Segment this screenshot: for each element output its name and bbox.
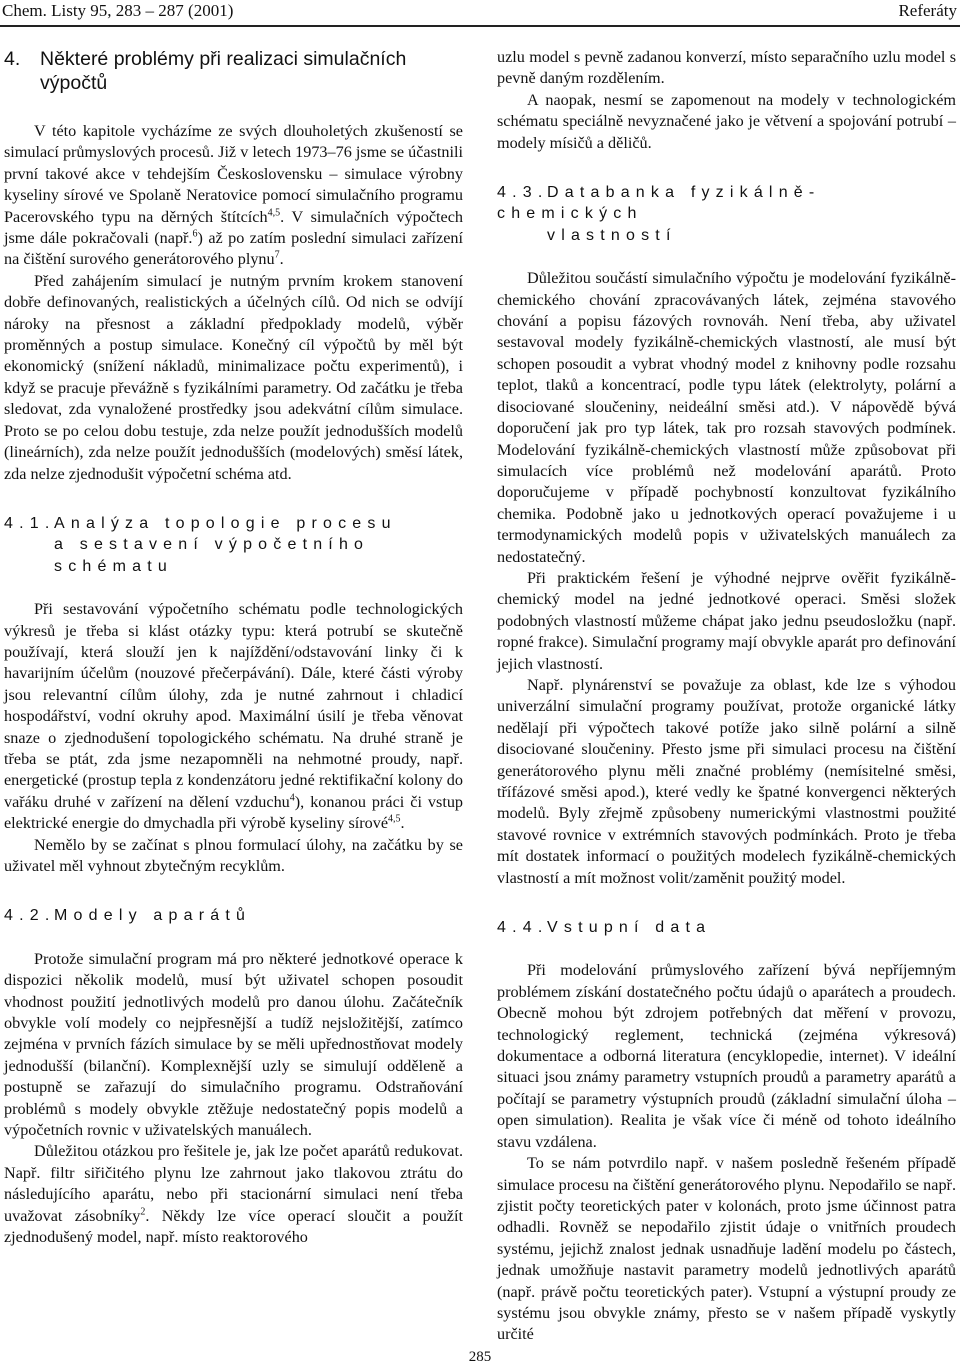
chapter-title-line2: výpočtů: [40, 72, 108, 94]
chapter-number: 4.: [4, 48, 21, 70]
section-label: Referáty: [898, 1, 957, 20]
citation: 4: [289, 792, 295, 804]
page-number: 285: [468, 1349, 492, 1365]
paragraph: Důležitou otázkou pro řešitele je, jak lze počet aparátů redukovat. Např. filtr siřičitého plynu lze zahrnout jako tlakovou ztrátu do následujícího aparátu, nebo při stacionární simulaci není třeba uvažovat zásobníky$^2$. Někdy lze více operací sloučit a použít zjednodušený model, např. místo reaktorového: [4, 1142, 463, 1247]
left-column: [4, 47, 463, 1249]
paragraph: uzlu model s pevně zadanou konverzí, místo separačního uzlu model s pevně daným rozdělením.: [497, 48, 956, 88]
paragraph: A naopak, nesmí se zapomenout na modely v technologickém schématu speciálně nevyznačené jako je větvení a spojování potrubí – modely mísičů a děličů.: [497, 90, 956, 152]
section-heading-4-3: 4.3.Databanka fyzikálně-chemických vlastností: [497, 184, 821, 244]
paragraph: Protože simulační program má pro některé jednotkové operace k dispozici několik modelů, musí být uživatel schopen posoudit vhodnost použití jednotlivých modelů pro danou úlohu. Začátečník obvykle volí modely co nejpřesnější a tudíž nejsložitější, zatímco zejména v prvních fázích simulace by se měli upřednostňovat modely jednodušší (bilanční). Komplexnější uzly se simulují odděleně a postupně se zařazují do simulačního programu. Odstraňování problémů s modely obvykle ztěžuje nedostatečný popis modelů a výpočetních rovnic v uživatelských manuálech.: [4, 949, 463, 1140]
paragraph: Např. plynárenství se považuje za oblast, kde lze s výhodou univerzální simulační programy používat, protože organické látky nedělají při výpočtech takové potíže jako silně polární a silně disociované sloučeniny. Přesto jsme při simulaci procesu na čištění generátorového plynu měli značné problémy (nemísitelné směsi, třífázové směsi apod.), které vedly ke špatné konvergenci některých modelů. Byly zřejmě způsobeny numerickými vlastnostmi použité stavové rovnice v extrémních stavových podmínkách. Proto je třeba mít dostatek informací o použitých modelech fyzikálně-chemických vlastností a mít možnost volit/zaměnit použitý model.: [497, 675, 956, 887]
chapter-heading: [4, 47, 463, 95]
citation: 2: [140, 1206, 146, 1218]
section-heading-4-1: 4.1.Analýza topologie procesu a sestavení výpočetního schématu: [4, 514, 397, 575]
paragraph: Při sestavování výpočetního schématu podle technologických výkresů je třeba si klást otázky typu: která potrubí se skutečně používají, která slouží jen k najíždění/odstavování linky či k havarijním účelům (nouzové přečerpávání). Dále, které části výroby jsou relevantní cílům úlohy, zda je nutné zahrnout i chladicí hospodářství, vodní okruhy apod. Maximální úsilí je třeba věnovat snaze o zjednodušení topologického schématu. Na druhé straně je třeba se ptát, zda jsme nezapomněli na nehmotné proudy, např. energetické (prostup tepla z kondenzátoru jedné rektifikační kolony do vařáku druhé v zařízení na dělení vzduchu$^4$), konanou práci či vstup elektrické energie do dmychadla při výrobě kyseliny sírové$^{4,5}$.: [4, 600, 464, 833]
section-heading-4-4: 4.4.Vstupní data: [497, 919, 712, 937]
citation: 7: [274, 250, 280, 262]
header-rule: [0, 25, 960, 27]
journal-citation: Chem. Listy 95, 283 – 287 (2001): [2, 1, 234, 20]
paragraph: Před zahájením simulací je nutným prvním krokem stanovení dobře definovaných, realistických a účelných cílů. Od nich se odvíjí nároky na přesnost a základní předpoklady modelů, výběr proměnných a postup simulace. Konečný cíl výpočtů by měl být ekonomický (snížení nákladů, minimalizace počtu experimentů), i když se pracuje převážně s fyzikálními parametry. Od začátku je třeba sledovat, zda vynaložené prostředky jsou adekvátní cílům simulace. Proto se po celou dobu testuje, zda nelze použít jednodušších modelů (lineárních), zda nelze použít jednodušších (modelových) směsí látek, zda nelze zjednodušit výpočetní schéma atd.: [4, 271, 463, 483]
paragraph: To se nám potvrdilo např. v našem posledně řešeném případě simulace procesu na čištění generátorového plynu. Nepodařilo se např. zjistit počty teoretických pater v kolonách, proto jsme účinnost patra odhadli. Rovněž se nepodařilo zjistit údaje o vnitřních proudech systému, jejichž znalost jednak usnadňuje ladění modelu po částech, jednak umožňuje nastavit parametry modelů jednotlivých aparátů (např. právě počtu teoretických pater). Vstupní a výstupní proudy ze systému jsou obvykle známy, přesto se v našem případě vyskytly určité: [497, 1154, 956, 1344]
paragraph: Důležitou součástí simulačního výpočtu je modelování fyzikálně-chemického chování zpracovávaných látek, zejména stavového chování a popisu fázových rovnováh. Není třeba, aby uživatel sestavoval modely fyzikálně-chemických vlastností, ale musí být schopen posoudit a vybrat vhodný model z knihovny podle rozsahu teplot, tlaků a koncentrací, podle typu látek (elektrolyty, polární a disociované sloučeniny, neideální směsi atd.). V nápovědě bývá doporučení jak pro typ látek, tak pro rozsah stavových podmínek. Modelování fyzikálně-chemických vlastností může způsobovat při simulacích více problémů než modelování aparátů. Proto doporučujeme v případě pochybností konzultovat fyzikálního chemika. Podobně jako u jednotkových operací považujeme i u termodynamických modelů popis v uživatelských manuálech za nedostatečný.: [497, 269, 956, 566]
paragraph: Při praktickém řešení je výhodné nejprve ověřit fyzikálně-chemický model na jedné jednotkové operaci. Směsi složek podobných vlastností můžeme chápat jako jednu pseudosložku (např. ropné frakce). Simulační programy mají obvykle aparát pro definování jejich vlastností.: [497, 568, 956, 673]
paragraph: V této kapitole vycházíme ze svých dlouholetých zkušeností se simulací průmyslových procesů. Již v letech 1973–76 jsme se účastnili první takové akce v tehdejším Československu – simulace výrobny kyseliny sírové ve Spolaně Neratovice pomocí simulačního programu Pacerovského typu na děrných štítcích$^{4,5}$. V simulačních výpočtech jsme dále pokračovali (např.$^6$) až po zatím poslední simulaci zařízení na čištění surového generátorového plynu$^7$.: [4, 122, 463, 269]
paragraph: Nemělo by se začínat s plnou formulací úlohy, na začátku by se uživatel měl vyhnout zbytečným recyklům.: [4, 835, 463, 875]
paragraph: Při modelování průmyslového zařízení bývá nepříjemným problémem získání dostatečného počtu údajů o aparátech a proudech. Obecně mohou být zdrojem potřebných dat měření v provozu, technologický reglement, technická (zejména výkresová) dokumentace a odborná literatura (encyklopedie, internet). V ideální situaci jsou známy parametry vstupních proudů a parametry aparátů a počítají se parametry výstupních proudů (základní simulační úloha – open simulation). Realita je však více či méně od tohoto ideálního stavu vzdálena.: [497, 961, 956, 1151]
right-column: [497, 47, 956, 1346]
citation: 4,5: [267, 207, 281, 219]
citation: 4,5: [388, 813, 401, 825]
section-heading-4-2: 4.2.Modely aparátů: [4, 907, 252, 925]
citation: 6: [192, 228, 198, 240]
chapter-title-line1: Některé problémy při realizaci simulačních: [40, 48, 407, 70]
running-header: [0, 0, 960, 22]
